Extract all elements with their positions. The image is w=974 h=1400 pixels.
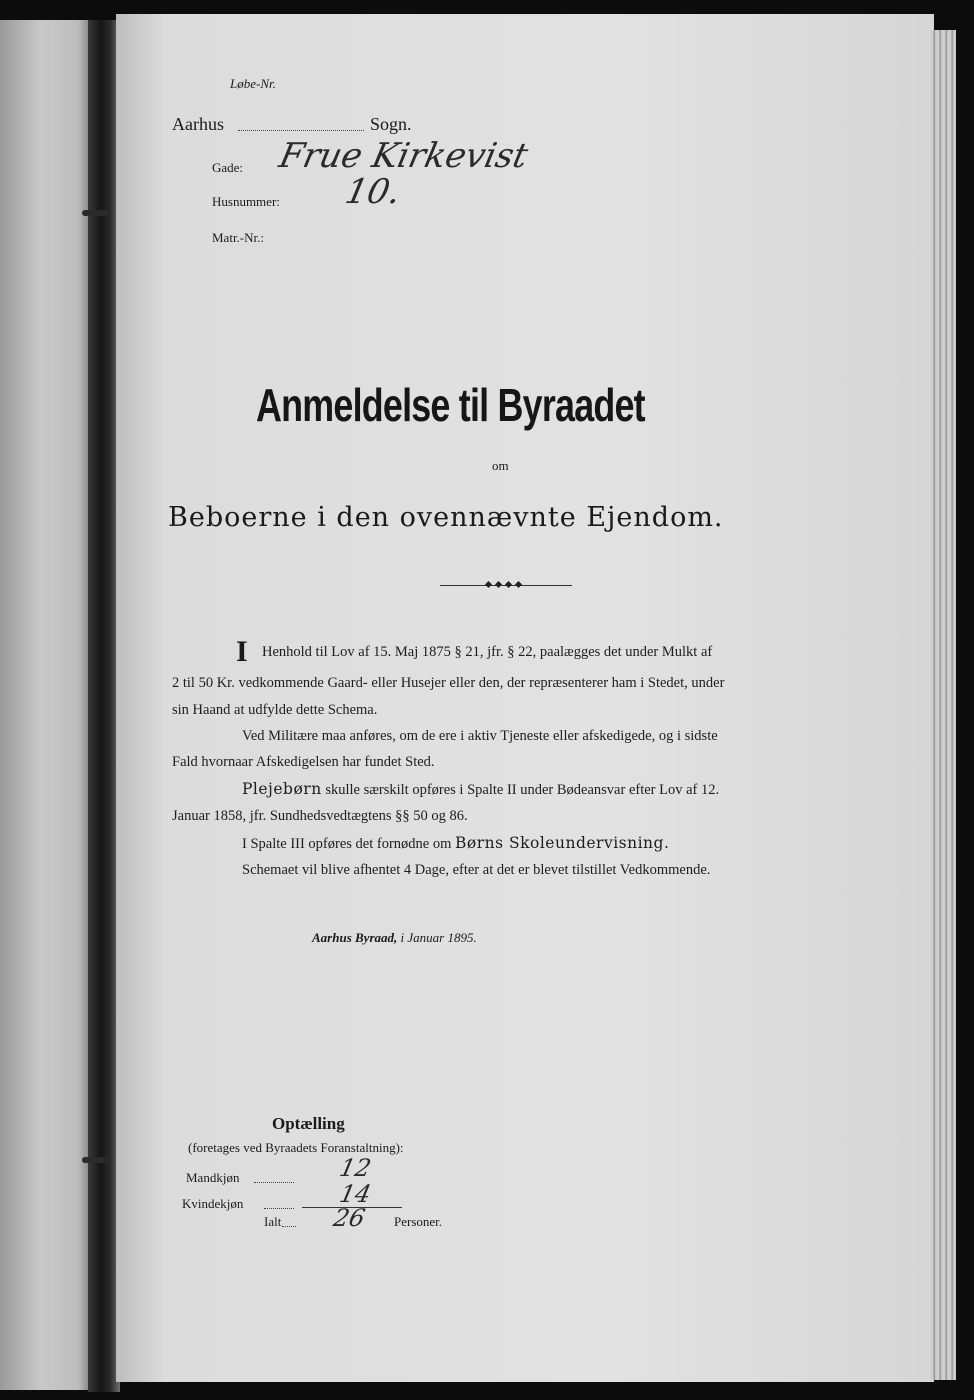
count-heading: Optælling [272, 1114, 345, 1133]
total-count: 26 [331, 1204, 368, 1232]
parish-fill-line [238, 130, 364, 131]
paragraph-4-text: I Spalte III opføres det fornødne om [242, 836, 452, 852]
paragraph-1-line-2: 2 til 50 Kr. vedkommende Gaard- eller Husejer eller den, der repræsenterer ham i Stedet, under [172, 675, 725, 691]
page-subtitle: Beboerne i den ovennævnte Ejendom. [168, 502, 724, 533]
lobe-nr-label: Løbe-Nr. [230, 76, 276, 91]
paragraph-3-text: skulle særskilt opføres i Spalte II under Bødeansvar efter Lov af 12. [325, 782, 720, 798]
female-dots [264, 1208, 294, 1209]
skoleundervisning-emphasis: Børns Skoleundervisning. [455, 834, 670, 852]
female-count: 14 [337, 1180, 374, 1208]
male-label: Mandkjøn [186, 1170, 240, 1185]
paragraph-2-line-2: Fald hvornaar Afskedigelsen har fundet Sted. [172, 754, 435, 770]
count-note: (foretages ved Byraadets Foranstaltning): [188, 1140, 404, 1155]
paragraph-initial: I [236, 635, 248, 668]
plejeborn-emphasis: Plejebørn [242, 780, 322, 798]
paragraph-4 [242, 834, 669, 853]
signature-place: Aarhus Byraad, [312, 930, 398, 945]
paragraph-1-line-1: Henhold til Lov af 15. Maj 1875 § 21, jfr. § 22, paalægges det under Mulkt af [262, 644, 713, 660]
paragraph-5: Schemaet vil blive afhentet 4 Dage, efter at det er blevet tilstillet Vedkommende. [242, 862, 711, 878]
male-count: 12 [337, 1154, 374, 1182]
signature-line [312, 930, 477, 946]
female-label: Kvindekjøn [182, 1196, 244, 1211]
signature-date: i Januar 1895. [400, 930, 477, 945]
gade-label: Gade: [212, 160, 244, 175]
parish-prefix: Aarhus [172, 114, 224, 134]
paragraph-3-line-2: Januar 1858, jfr. Sundhedsvedtægtens §§ 50 og 86. [172, 808, 468, 824]
ornament-divider [440, 585, 572, 590]
gade-value: Frue Kirkevist [275, 136, 532, 176]
page-stack-edge [930, 30, 956, 1380]
binding-staple-bottom [82, 1157, 108, 1163]
husnummer-label: Husnummer: [212, 194, 280, 209]
paragraph-2-line-1: Ved Militære maa anføres, om de ere i aktiv Tjeneste eller afskedigede, og i sidste [242, 728, 718, 744]
total-dots [282, 1226, 296, 1227]
page-title: Anmeldelse til Byraadet [256, 379, 645, 431]
male-dots [254, 1182, 294, 1183]
parish-suffix: Sogn. [370, 114, 412, 134]
paragraph-3-line-1 [242, 780, 719, 799]
matr-label: Matr.-Nr.: [212, 230, 264, 245]
paragraph-1-line-3: sin Haand at udfylde dette Schema. [172, 702, 378, 718]
total-unit: Personer. [394, 1214, 443, 1229]
title-om: om [492, 458, 509, 473]
left-page [0, 20, 92, 1390]
total-label: Ialt [264, 1214, 282, 1229]
binding-staple-top [82, 210, 108, 216]
husnummer-value: 10. [341, 172, 405, 212]
